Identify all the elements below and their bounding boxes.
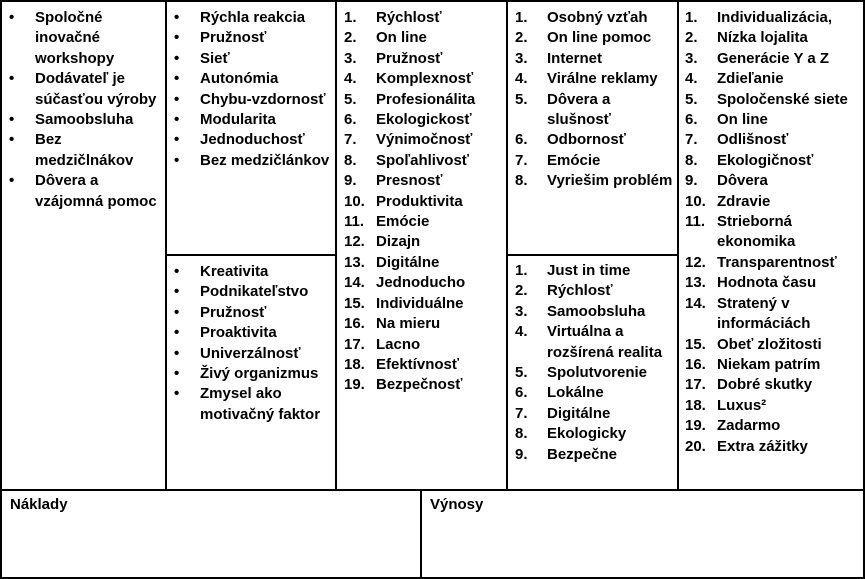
- list-item: [685, 130, 863, 150]
- list-item: [685, 375, 863, 395]
- bullet-icon: •: [174, 70, 180, 88]
- item-text: Virálne reklamy: [547, 70, 658, 88]
- item-text: Bezpečne: [547, 445, 618, 463]
- list-item: [344, 28, 504, 48]
- item-text: Živý organizmus: [200, 365, 319, 383]
- key-partners-cell: [0, 0, 167, 491]
- list-item: [685, 335, 863, 355]
- list-item: [685, 355, 863, 375]
- list-item: [344, 273, 504, 293]
- list-item: [685, 8, 863, 28]
- list-item: [515, 130, 675, 150]
- item-number: 16.: [685, 355, 706, 373]
- item-text: Sieť: [200, 49, 230, 67]
- item-number: 4.: [515, 70, 528, 88]
- item-number: 17.: [344, 335, 365, 353]
- cost-structure-label: Náklady: [10, 496, 68, 513]
- item-number: 4.: [515, 323, 528, 341]
- list-item: [515, 363, 675, 383]
- item-number: 2.: [344, 29, 357, 47]
- list-item: [174, 49, 332, 69]
- list-item: [174, 262, 332, 282]
- revenue-streams-label: Výnosy: [430, 496, 484, 513]
- list-item: [685, 416, 863, 436]
- channels-list: [515, 261, 675, 465]
- list-item: [174, 303, 332, 323]
- item-text: Rýchla reakcia: [200, 9, 306, 26]
- item-text: Samoobsluha: [35, 111, 134, 129]
- bullet-icon: •: [174, 131, 180, 149]
- item-text: Samoobsluha: [547, 302, 646, 320]
- item-text: Osobný vzťah: [547, 9, 648, 26]
- item-text: Digitálne: [376, 253, 440, 271]
- list-item: [685, 294, 863, 335]
- item-text: Emócie: [376, 213, 430, 231]
- list-item: [174, 364, 332, 384]
- list-item: [685, 253, 863, 273]
- item-text: Dôvera a slušnosť: [547, 90, 611, 129]
- bullet-icon: •: [174, 111, 180, 129]
- item-number: 16.: [344, 315, 365, 333]
- item-text: Rýchlosť: [376, 9, 442, 26]
- item-text: Pružnosť: [200, 303, 267, 321]
- item-number: 9.: [685, 172, 698, 190]
- item-text: Na mieru: [376, 315, 441, 333]
- key-activities-list: [174, 8, 332, 171]
- item-text: On line pomoc: [547, 29, 652, 47]
- item-text: Emócie: [547, 151, 601, 169]
- item-text: Vyriešim problém: [547, 172, 673, 190]
- item-number: 14.: [685, 294, 706, 312]
- item-text: Niekam patrím: [717, 355, 821, 373]
- list-item: [685, 151, 863, 171]
- cost-structure-cell: [0, 489, 422, 579]
- item-text: Just in time: [547, 262, 631, 279]
- bullet-icon: •: [174, 324, 180, 342]
- list-item: [685, 69, 863, 89]
- item-text: Extra zážitky: [717, 437, 808, 455]
- item-text: Strieborná ekonomika: [717, 213, 796, 251]
- item-text: Obeť zložitosti: [717, 335, 822, 353]
- list-item: [685, 49, 863, 69]
- bullet-icon: •: [174, 344, 180, 362]
- item-text: Ekologickosť: [376, 111, 472, 129]
- list-item: [685, 437, 863, 457]
- item-number: 2.: [515, 282, 528, 300]
- item-number: 10.: [344, 192, 365, 210]
- item-number: 3.: [515, 49, 528, 67]
- list-item: [685, 171, 863, 191]
- item-number: 19.: [344, 376, 365, 394]
- list-item: [344, 355, 504, 375]
- list-item: [685, 192, 863, 212]
- item-text: Proaktivita: [200, 324, 277, 342]
- item-text: Zdravie: [717, 192, 771, 210]
- item-number: 17.: [685, 376, 706, 394]
- key-activities-cell: [165, 0, 337, 256]
- item-text: Individualizácia,: [717, 9, 833, 26]
- bullet-icon: •: [174, 283, 180, 301]
- list-item: [174, 110, 332, 130]
- list-item: [9, 171, 159, 212]
- list-item: [344, 151, 504, 171]
- item-text: Spoločenské siete: [717, 90, 848, 108]
- item-number: 1.: [685, 9, 698, 26]
- revenue-streams-cell: [420, 489, 865, 579]
- item-number: 19.: [685, 417, 706, 435]
- list-item: [515, 171, 675, 191]
- list-item: [344, 335, 504, 355]
- item-number: 5.: [515, 90, 528, 108]
- list-item: [515, 49, 675, 69]
- item-text: Univerzálnosť: [200, 344, 301, 362]
- item-text: Presnosť: [376, 172, 443, 190]
- item-text: On line: [376, 29, 427, 47]
- item-text: Ekologicky: [547, 425, 627, 443]
- item-number: 8.: [515, 172, 528, 190]
- list-item: [174, 344, 332, 364]
- list-item: [515, 8, 675, 28]
- bullet-icon: •: [9, 172, 15, 190]
- customer-segments-cell: [677, 0, 865, 491]
- bullet-icon: •: [9, 111, 15, 129]
- item-number: 6.: [685, 111, 698, 129]
- item-text: Lacno: [376, 335, 421, 353]
- list-item: [174, 28, 332, 48]
- item-text: Ekologičnosť: [717, 151, 814, 169]
- list-item: [174, 8, 332, 28]
- item-text: Zdieľanie: [717, 70, 784, 88]
- item-number: 15.: [685, 335, 706, 353]
- item-number: 7.: [344, 131, 357, 149]
- item-number: 3.: [344, 49, 357, 67]
- item-text: Odbornosť: [547, 131, 626, 149]
- list-item: [515, 90, 675, 131]
- list-item: [344, 253, 504, 273]
- item-text: Dôvera: [717, 172, 768, 190]
- item-number: 6.: [344, 111, 357, 129]
- item-number: 14.: [344, 274, 365, 292]
- item-number: 20.: [685, 437, 706, 455]
- item-text: Spolutvorenie: [547, 364, 648, 382]
- item-number: 5.: [515, 364, 528, 382]
- item-text: Bez medzičlnákov: [35, 131, 134, 169]
- item-number: 6.: [515, 384, 528, 402]
- item-number: 1.: [515, 9, 528, 26]
- list-item: [174, 323, 332, 343]
- item-text: Autonómia: [200, 70, 279, 88]
- item-number: 11.: [685, 213, 706, 231]
- list-item: [344, 130, 504, 150]
- customer-relationships-cell: [506, 0, 679, 256]
- item-number: 7.: [515, 151, 528, 169]
- list-item: [515, 281, 675, 301]
- list-item: [344, 314, 504, 334]
- bullet-icon: •: [9, 70, 15, 88]
- item-text: Individuálne: [376, 294, 464, 312]
- list-item: [685, 90, 863, 110]
- item-text: Nízka lojalita: [717, 29, 808, 47]
- bullet-icon: •: [9, 9, 15, 26]
- list-item: [174, 384, 332, 425]
- list-item: [515, 302, 675, 322]
- item-text: Profesionálita: [376, 90, 476, 108]
- list-item: [515, 151, 675, 171]
- item-text: Internet: [547, 49, 603, 67]
- list-item: [515, 69, 675, 89]
- item-text: Hodnota času: [717, 274, 817, 292]
- item-text: On line: [717, 111, 768, 129]
- list-item: [515, 28, 675, 48]
- item-text: Digitálne: [547, 404, 611, 422]
- list-item: [344, 49, 504, 69]
- item-text: Odlišnosť: [717, 131, 789, 149]
- item-text: Rýchlosť: [547, 282, 613, 300]
- key-partners-list: [9, 8, 159, 212]
- item-text: Výnimočnosť: [376, 131, 473, 149]
- item-text: Zadarmo: [717, 417, 781, 435]
- list-item: [685, 110, 863, 130]
- bullet-icon: •: [174, 365, 180, 383]
- list-item: [344, 8, 504, 28]
- item-text: Bez medzičlánkov: [200, 151, 330, 169]
- list-item: [9, 8, 159, 69]
- item-text: Transparentnosť: [717, 253, 837, 271]
- list-item: [344, 212, 504, 232]
- value-proposition-list: [344, 8, 504, 396]
- list-item: [685, 273, 863, 293]
- item-number: 1.: [344, 9, 357, 26]
- item-text: Dodávateľ je súčasťou výroby: [35, 70, 157, 108]
- item-text: Pružnosť: [200, 29, 267, 47]
- bullet-icon: •: [174, 90, 180, 108]
- item-number: 13.: [685, 274, 706, 292]
- value-proposition-cell: [335, 0, 508, 491]
- list-item: [344, 375, 504, 395]
- item-number: 7.: [685, 131, 698, 149]
- item-text: Modularita: [200, 111, 276, 129]
- item-text: Jednoducho: [376, 274, 466, 292]
- list-item: [685, 28, 863, 48]
- item-text: Kreativita: [200, 263, 269, 280]
- bullet-icon: •: [174, 151, 180, 169]
- item-text: Dobré skutky: [717, 376, 813, 394]
- item-text: Podnikateľstvo: [200, 283, 309, 301]
- item-number: 3.: [685, 49, 698, 67]
- customer-relationships-list: [515, 8, 675, 192]
- customer-segments-list: [685, 8, 863, 457]
- item-number: 6.: [515, 131, 528, 149]
- item-text: Pružnosť: [376, 49, 443, 67]
- item-number: 5.: [685, 90, 698, 108]
- item-text: Chybu-vzdornosť: [200, 90, 326, 108]
- item-text: Produktivita: [376, 192, 463, 210]
- bullet-icon: •: [174, 9, 180, 26]
- item-number: 8.: [515, 425, 528, 443]
- item-text: Dizajn: [376, 233, 421, 251]
- item-number: 9.: [515, 445, 528, 463]
- list-item: [344, 192, 504, 212]
- item-number: 10.: [685, 192, 706, 210]
- list-item: [685, 212, 863, 253]
- item-text: Spoľahlivosť: [376, 151, 469, 169]
- item-number: 9.: [344, 172, 357, 190]
- list-item: [174, 90, 332, 110]
- list-item: [515, 445, 675, 465]
- list-item: [9, 110, 159, 130]
- bullet-icon: •: [174, 303, 180, 321]
- list-item: [344, 294, 504, 314]
- item-number: 4.: [685, 70, 698, 88]
- list-item: [344, 90, 504, 110]
- item-text: Luxus²: [717, 396, 767, 414]
- item-number: 2.: [685, 29, 698, 47]
- item-text: Generácie Y a Z: [717, 49, 830, 67]
- item-number: 5.: [344, 90, 357, 108]
- item-text: Stratený v informáciách: [717, 294, 811, 333]
- item-text: Lokálne: [547, 384, 604, 402]
- item-text: Bezpečnosť: [376, 376, 463, 394]
- list-item: [515, 261, 675, 281]
- list-item: [344, 232, 504, 252]
- item-text: Jednoduchosť: [200, 131, 305, 149]
- channels-cell: [506, 254, 679, 491]
- item-number: 7.: [515, 404, 528, 422]
- list-item: [174, 282, 332, 302]
- list-item: [344, 110, 504, 130]
- item-number: 2.: [515, 29, 528, 47]
- item-number: 12.: [685, 253, 706, 271]
- list-item: [174, 130, 332, 150]
- list-item: [344, 171, 504, 191]
- item-number: 18.: [344, 355, 365, 373]
- item-number: 8.: [344, 151, 357, 169]
- item-number: 13.: [344, 253, 365, 271]
- item-number: 15.: [344, 294, 365, 312]
- item-number: 12.: [344, 233, 365, 251]
- item-text: Zmysel ako motivačný faktor: [200, 385, 321, 423]
- item-text: Efektívnosť: [376, 355, 460, 373]
- bullet-icon: •: [9, 131, 15, 149]
- item-number: 8.: [685, 151, 698, 169]
- list-item: [174, 151, 332, 171]
- list-item: [515, 322, 675, 363]
- list-item: [9, 130, 159, 171]
- list-item: [9, 69, 159, 110]
- bullet-icon: •: [174, 263, 180, 280]
- item-text: Spoločné inovačné workshopy: [35, 9, 115, 67]
- item-text: Komplexnosť: [376, 70, 474, 88]
- item-text: Virtuálna a rozšírená realita: [547, 323, 663, 361]
- list-item: [344, 69, 504, 89]
- bullet-icon: •: [174, 49, 180, 67]
- bullet-icon: •: [174, 29, 180, 47]
- list-item: [515, 404, 675, 424]
- key-resources-cell: [165, 254, 337, 491]
- item-number: 3.: [515, 302, 528, 320]
- bullet-icon: •: [174, 385, 180, 403]
- item-number: 11.: [344, 213, 365, 231]
- key-resources-list: [174, 262, 332, 425]
- list-item: [685, 396, 863, 416]
- item-number: 4.: [344, 70, 357, 88]
- list-item: [174, 69, 332, 89]
- item-number: 18.: [685, 396, 706, 414]
- list-item: [515, 424, 675, 444]
- item-number: 1.: [515, 262, 528, 279]
- item-text: Dôvera a vzájomná pomoc: [35, 172, 157, 210]
- list-item: [515, 383, 675, 403]
